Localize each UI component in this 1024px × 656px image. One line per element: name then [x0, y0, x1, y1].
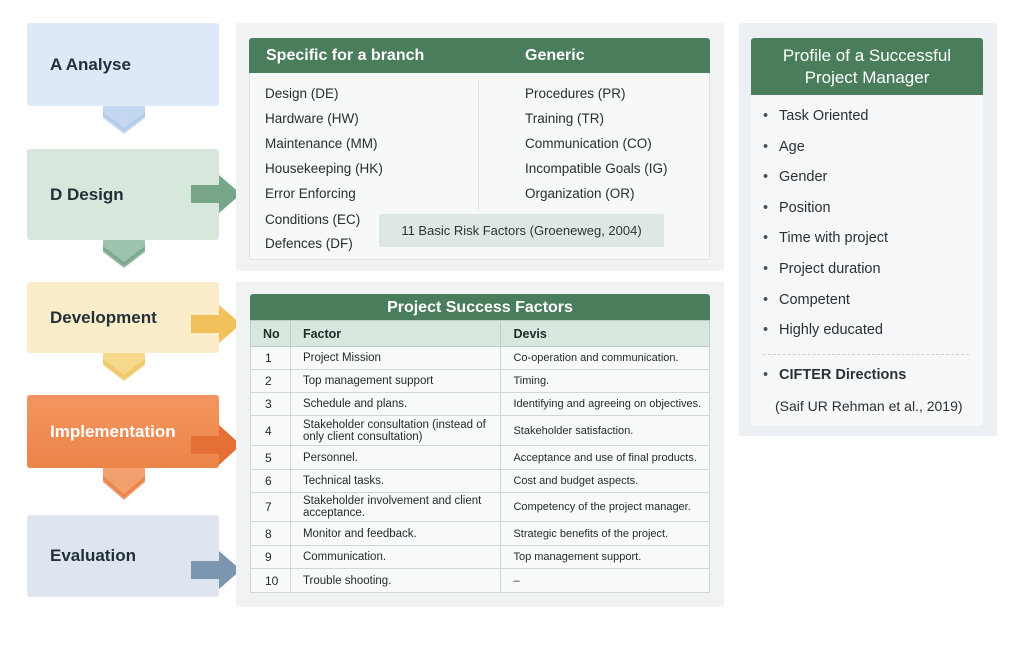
cell-factor: Stakeholder involvement and client acceptance.	[290, 493, 501, 522]
column-header-no: No	[251, 321, 291, 347]
cell-devis: Strategic benefits of the project.	[501, 522, 710, 546]
cell-no: 5	[251, 446, 291, 470]
risk-specific-item: Defences (DF)	[265, 236, 353, 251]
risk-specific-item: Conditions (EC)	[265, 212, 361, 227]
list-item: • Highly educated	[763, 316, 888, 347]
table-header-row	[251, 321, 710, 347]
cell-no: 7	[251, 493, 291, 522]
profile-title	[751, 38, 983, 95]
column-header-factor: Factor	[290, 321, 501, 347]
chevron-down-icon	[103, 353, 145, 381]
cell-no: 8	[251, 522, 291, 546]
cell-devis: Top management support.	[501, 546, 710, 569]
cell-factor: Monitor and feedback.	[290, 522, 501, 546]
table-row	[251, 416, 710, 446]
table-row	[251, 446, 710, 470]
table-row	[251, 393, 710, 416]
cell-devis: Acceptance and use of final products.	[501, 446, 710, 470]
risk-factors-header	[249, 38, 710, 73]
table-row	[251, 546, 710, 569]
table-row	[251, 569, 710, 593]
profile-citation: (Saif UR Rehman et al., 2019)	[775, 398, 963, 414]
cell-factor: Project Mission	[290, 347, 501, 370]
chevron-down-icon	[103, 468, 145, 500]
cell-factor: Technical tasks.	[290, 470, 501, 493]
risk-specific-item: Design (DE)	[265, 86, 339, 101]
arrow-right-icon	[191, 551, 241, 589]
phase-analyse-label: A Analyse	[50, 54, 131, 74]
risk-specific-item: Housekeeping (HK)	[265, 161, 383, 176]
column-divider	[478, 80, 479, 210]
arrow-right-icon	[191, 425, 241, 465]
cell-factor: Communication.	[290, 546, 501, 569]
header-generic: Generic	[525, 47, 585, 64]
dashed-divider	[763, 354, 969, 355]
risk-generic-item: Communication (CO)	[525, 136, 652, 151]
success-factors-table	[250, 320, 710, 593]
cell-devis: Cost and budget aspects.	[501, 470, 710, 493]
phase-development-label: Development	[50, 307, 157, 327]
cell-devis: Timing.	[501, 370, 710, 393]
table-row	[251, 470, 710, 493]
header-specific: Specific for a branch	[266, 47, 425, 64]
profile-list	[763, 102, 888, 347]
success-factors-title: Project Success Factors	[250, 294, 710, 321]
cell-no: 10	[251, 569, 291, 593]
risk-specific-item: Error Enforcing	[265, 186, 356, 201]
chevron-down-icon	[103, 240, 145, 268]
risk-generic-item: Incompatible Goals (IG)	[525, 161, 668, 176]
table-row	[251, 370, 710, 393]
risk-specific-item: Maintenance (MM)	[265, 136, 378, 151]
phase-design-label: D Design	[50, 184, 124, 204]
list-item: • Competent	[763, 286, 888, 317]
arrow-right-icon	[191, 175, 241, 213]
cell-no: 1	[251, 347, 291, 370]
cell-factor: Stakeholder consultation (instead of only client consultation)	[290, 416, 501, 446]
cell-devis: –	[501, 569, 710, 593]
risk-factors-caption: 11 Basic Risk Factors (Groeneweg, 2004)	[379, 214, 664, 247]
risk-specific-item: Hardware (HW)	[265, 111, 359, 126]
cell-factor: Personnel.	[290, 446, 501, 470]
chevron-down-icon	[103, 106, 145, 134]
cell-factor: Schedule and plans.	[290, 393, 501, 416]
cifter-directions: • CIFTER Directions	[763, 367, 906, 383]
table-row	[251, 522, 710, 546]
cell-devis: Identifying and agreeing on objectives.	[501, 393, 710, 416]
risk-generic-item: Training (TR)	[525, 111, 605, 126]
cell-devis: Competency of the project manager.	[501, 493, 710, 522]
cell-no: 2	[251, 370, 291, 393]
profile-title-line2: Project Manager	[804, 68, 930, 87]
list-item: • Age	[763, 133, 888, 164]
phase-evaluation-label: Evaluation	[50, 546, 136, 565]
cell-devis: Co-operation and communication.	[501, 347, 710, 370]
list-item: • Task Oriented	[763, 102, 888, 133]
cell-factor: Trouble shooting.	[290, 569, 501, 593]
profile-title-line1: Profile of a Successful	[782, 46, 952, 65]
cell-no: 3	[251, 393, 291, 416]
risk-generic-item: Procedures (PR)	[525, 86, 626, 101]
phase-analyse	[27, 23, 219, 106]
cell-no: 9	[251, 546, 291, 569]
table-row	[251, 493, 710, 522]
table-row	[251, 347, 710, 370]
arrow-right-icon	[191, 305, 241, 343]
phase-implementation-label: Implementation	[50, 421, 176, 441]
cell-no: 4	[251, 416, 291, 446]
list-item: • Gender	[763, 163, 888, 194]
cell-factor: Top management support	[290, 370, 501, 393]
risk-generic-item: Organization (OR)	[525, 186, 635, 201]
list-item: • Project duration	[763, 255, 888, 286]
cell-no: 6	[251, 470, 291, 493]
column-header-devis: Devis	[501, 321, 710, 347]
list-item: • Time with project	[763, 224, 888, 255]
cell-devis: Stakeholder satisfaction.	[501, 416, 710, 446]
list-item: • Position	[763, 194, 888, 225]
